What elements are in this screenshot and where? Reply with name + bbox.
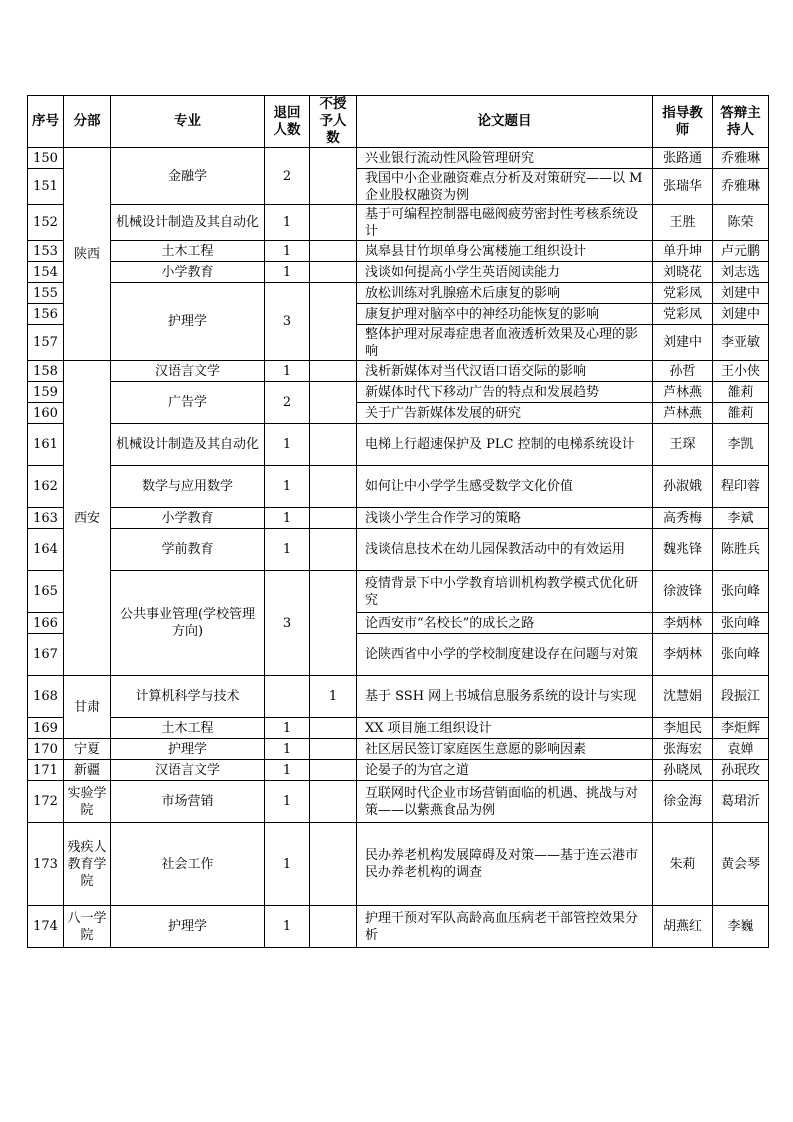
table-row — [28, 739, 769, 760]
row-no: 159 — [28, 382, 64, 403]
table-row — [28, 760, 769, 781]
branch-cell: 八一学院 — [64, 906, 111, 948]
table-row — [28, 781, 769, 823]
thesis-title: 兴业银行流动性风险管理研究 — [357, 148, 653, 169]
table-row — [28, 382, 769, 403]
row-no: 154 — [28, 262, 64, 283]
branch-cell: 甘肃 — [64, 676, 111, 739]
thesis-title: 疫情背景下中小学教育培训机构教学模式优化研究 — [357, 571, 653, 613]
row-no: 174 — [28, 906, 64, 948]
row-no: 173 — [28, 823, 64, 906]
table-row — [28, 508, 769, 529]
branch-cell: 西安 — [64, 361, 111, 676]
major-cell: 汉语言文学 — [111, 760, 265, 781]
advisor-cell: 高秀梅 — [653, 508, 713, 529]
not-granted-cell — [310, 529, 357, 571]
advisor-cell: 胡燕红 — [653, 906, 713, 948]
not-granted-cell — [310, 361, 357, 382]
returned-cell: 1 — [265, 739, 310, 760]
row-no: 166 — [28, 613, 64, 634]
major-cell: 计算机科学与技术 — [111, 676, 265, 718]
chair-cell: 陈荣 — [713, 205, 769, 241]
chair-cell: 葛珺沂 — [713, 781, 769, 823]
thesis-title: 关于广告新媒体发展的研究 — [357, 403, 653, 424]
not-granted-cell — [310, 508, 357, 529]
thesis-title: 护理干预对军队高龄高血压病老干部管控效果分析 — [357, 906, 653, 948]
major-cell: 护理学 — [111, 906, 265, 948]
not-granted-cell — [310, 382, 357, 424]
returned-cell: 3 — [265, 283, 310, 361]
header-major: 专业 — [111, 96, 265, 148]
thesis-title: 岚皋县甘竹坝单身公寓楼施工组织设计 — [357, 241, 653, 262]
branch-cell: 残疾人教育学院 — [64, 823, 111, 906]
advisor-cell: 张瑞华 — [653, 169, 713, 205]
branch-cell: 新疆 — [64, 760, 111, 781]
thesis-title: 浅析新媒体对当代汉语口语交际的影响 — [357, 361, 653, 382]
advisor-cell: 徐金海 — [653, 781, 713, 823]
advisor-cell: 李炳林 — [653, 613, 713, 634]
advisor-cell: 李旭民 — [653, 718, 713, 739]
returned-cell: 1 — [265, 466, 310, 508]
chair-cell: 李斌 — [713, 508, 769, 529]
thesis-title: 论陕西省中小学的学校制度建设存在问题与对策 — [357, 634, 653, 676]
major-cell: 护理学 — [111, 283, 265, 361]
returned-cell: 1 — [265, 823, 310, 906]
major-cell: 土木工程 — [111, 241, 265, 262]
table-row — [28, 529, 769, 571]
returned-cell: 1 — [265, 205, 310, 241]
chair-cell: 程印蓉 — [713, 466, 769, 508]
header-chair: 答辩主持人 — [713, 96, 769, 148]
thesis-title: 康复护理对脑卒中的神经功能恢复的影响 — [357, 304, 653, 325]
row-no: 171 — [28, 760, 64, 781]
chair-cell: 卢元鹏 — [713, 241, 769, 262]
major-cell: 机械设计制造及其自动化 — [111, 424, 265, 466]
thesis-title: 新媒体时代下移动广告的特点和发展趋势 — [357, 382, 653, 403]
chair-cell: 雒莉 — [713, 403, 769, 424]
chair-cell: 乔雅琳 — [713, 148, 769, 169]
row-no: 161 — [28, 424, 64, 466]
header-advisor: 指导教师 — [653, 96, 713, 148]
advisor-cell: 刘晓花 — [653, 262, 713, 283]
chair-cell: 王小侠 — [713, 361, 769, 382]
thesis-title: XX 项目施工组织设计 — [357, 718, 653, 739]
table-row — [28, 262, 769, 283]
row-no: 163 — [28, 508, 64, 529]
row-no: 165 — [28, 571, 64, 613]
major-cell: 学前教育 — [111, 529, 265, 571]
returned-cell: 1 — [265, 781, 310, 823]
major-cell: 社会工作 — [111, 823, 265, 906]
returned-cell: 1 — [265, 718, 310, 739]
major-cell: 广告学 — [111, 382, 265, 424]
table-row — [28, 466, 769, 508]
thesis-title: 民办养老机构发展障碍及对策——基于连云港市民办养老机构的调查 — [357, 823, 653, 906]
returned-cell: 1 — [265, 361, 310, 382]
advisor-cell: 张路通 — [653, 148, 713, 169]
advisor-cell: 张海宏 — [653, 739, 713, 760]
advisor-cell: 单升坤 — [653, 241, 713, 262]
chair-cell: 刘建中 — [713, 283, 769, 304]
advisor-cell: 李炳林 — [653, 634, 713, 676]
not-granted-cell — [310, 241, 357, 262]
row-no: 152 — [28, 205, 64, 241]
table-row — [28, 205, 769, 241]
advisor-cell: 沈慧娟 — [653, 676, 713, 718]
row-no: 151 — [28, 169, 64, 205]
row-no: 170 — [28, 739, 64, 760]
not-granted-cell — [310, 571, 357, 676]
returned-cell: 1 — [265, 529, 310, 571]
returned-cell: 1 — [265, 760, 310, 781]
chair-cell: 李炬辉 — [713, 718, 769, 739]
table-row — [28, 148, 769, 169]
chair-cell: 李凯 — [713, 424, 769, 466]
not-granted-cell — [310, 781, 357, 823]
thesis-title: 我国中小企业融资难点分析及对策研究——以 M 企业股权融资为例 — [357, 169, 653, 205]
advisor-cell: 孙哲 — [653, 361, 713, 382]
returned-cell: 1 — [265, 241, 310, 262]
major-cell: 小学教育 — [111, 508, 265, 529]
returned-cell — [265, 676, 310, 718]
row-no: 164 — [28, 529, 64, 571]
advisor-cell: 魏兆锋 — [653, 529, 713, 571]
major-cell: 金融学 — [111, 148, 265, 205]
row-no: 150 — [28, 148, 64, 169]
branch-cell: 实验学院 — [64, 781, 111, 823]
advisor-cell: 党彩凤 — [653, 304, 713, 325]
not-granted-cell — [310, 823, 357, 906]
header-title: 论文题目 — [357, 96, 653, 148]
not-granted-cell: 1 — [310, 676, 357, 718]
major-cell: 机械设计制造及其自动化 — [111, 205, 265, 241]
thesis-title: 论晏子的为官之道 — [357, 760, 653, 781]
advisor-cell: 刘建中 — [653, 325, 713, 361]
row-no: 169 — [28, 718, 64, 739]
major-cell: 数学与应用数学 — [111, 466, 265, 508]
chair-cell: 黄会琴 — [713, 823, 769, 906]
header-returned: 退回人数 — [265, 96, 310, 148]
chair-cell: 雒莉 — [713, 382, 769, 403]
row-no: 157 — [28, 325, 64, 361]
returned-cell: 3 — [265, 571, 310, 676]
thesis-title: 如何让中小学学生感受数学文化价值 — [357, 466, 653, 508]
thesis-title: 浅谈如何提高小学生英语阅读能力 — [357, 262, 653, 283]
advisor-cell: 孙淑娥 — [653, 466, 713, 508]
major-cell: 市场营销 — [111, 781, 265, 823]
header-branch: 分部 — [64, 96, 111, 148]
advisor-cell: 王琛 — [653, 424, 713, 466]
not-granted-cell — [310, 739, 357, 760]
chair-cell: 段振江 — [713, 676, 769, 718]
row-no: 162 — [28, 466, 64, 508]
major-cell: 汉语言文学 — [111, 361, 265, 382]
advisor-cell: 孙晓凤 — [653, 760, 713, 781]
returned-cell: 2 — [265, 148, 310, 205]
chair-cell: 李亚敏 — [713, 325, 769, 361]
advisor-cell: 朱莉 — [653, 823, 713, 906]
thesis-title: 电梯上行超速保护及 PLC 控制的电梯系统设计 — [357, 424, 653, 466]
not-granted-cell — [310, 760, 357, 781]
row-no: 153 — [28, 241, 64, 262]
advisor-cell: 党彩凤 — [653, 283, 713, 304]
row-no: 158 — [28, 361, 64, 382]
major-cell: 小学教育 — [111, 262, 265, 283]
branch-cell: 陕西 — [64, 148, 111, 361]
chair-cell: 张向峰 — [713, 634, 769, 676]
thesis-title: 浅谈信息技术在幼儿园保教活动中的有效运用 — [357, 529, 653, 571]
thesis-title: 浅谈小学生合作学习的策略 — [357, 508, 653, 529]
header-row — [28, 96, 769, 148]
table-row — [28, 361, 769, 382]
row-no: 172 — [28, 781, 64, 823]
table-row — [28, 571, 769, 613]
row-no: 155 — [28, 283, 64, 304]
returned-cell: 1 — [265, 906, 310, 948]
not-granted-cell — [310, 906, 357, 948]
chair-cell: 乔雅琳 — [713, 169, 769, 205]
not-granted-cell — [310, 424, 357, 466]
chair-cell: 张向峰 — [713, 571, 769, 613]
chair-cell: 李巍 — [713, 906, 769, 948]
returned-cell: 1 — [265, 424, 310, 466]
chair-cell: 袁婵 — [713, 739, 769, 760]
row-no: 168 — [28, 676, 64, 718]
returned-cell: 1 — [265, 508, 310, 529]
thesis-title: 基于 SSH 网上书城信息服务系统的设计与实现 — [357, 676, 653, 718]
not-granted-cell — [310, 466, 357, 508]
advisor-cell: 芦林燕 — [653, 403, 713, 424]
chair-cell: 张向峰 — [713, 613, 769, 634]
not-granted-cell — [310, 148, 357, 205]
thesis-title: 互联网时代企业市场营销面临的机遇、挑战与对策——以紫燕食品为例 — [357, 781, 653, 823]
returned-cell: 1 — [265, 262, 310, 283]
thesis-title: 整体护理对尿毒症患者血液透析效果及心理的影响 — [357, 325, 653, 361]
not-granted-cell — [310, 205, 357, 241]
row-no: 156 — [28, 304, 64, 325]
branch-cell: 宁夏 — [64, 739, 111, 760]
thesis-title: 论西安市“名校长”的成长之路 — [357, 613, 653, 634]
table-row — [28, 906, 769, 948]
not-granted-cell — [310, 718, 357, 739]
advisor-cell: 王胜 — [653, 205, 713, 241]
row-no: 160 — [28, 403, 64, 424]
major-cell: 公共事业管理(学校管理方向) — [111, 571, 265, 676]
header-not-granted: 不授予人数 — [310, 96, 357, 148]
thesis-title: 放松训练对乳腺癌术后康复的影响 — [357, 283, 653, 304]
thesis-title: 社区居民签订家庭医生意愿的影响因素 — [357, 739, 653, 760]
thesis-title: 基于可编程控制器电磁阀疲劳密封性考核系统设计 — [357, 205, 653, 241]
advisor-cell: 芦林燕 — [653, 382, 713, 403]
row-no: 167 — [28, 634, 64, 676]
not-granted-cell — [310, 283, 357, 361]
table-row — [28, 823, 769, 906]
returned-cell: 2 — [265, 382, 310, 424]
table-row — [28, 718, 769, 739]
chair-cell: 孙珉玫 — [713, 760, 769, 781]
table-row — [28, 241, 769, 262]
chair-cell: 陈胜兵 — [713, 529, 769, 571]
header-no: 序号 — [28, 96, 64, 148]
table-row — [28, 424, 769, 466]
chair-cell: 刘志选 — [713, 262, 769, 283]
major-cell: 土木工程 — [111, 718, 265, 739]
not-granted-cell — [310, 262, 357, 283]
table-row — [28, 283, 769, 304]
advisor-cell: 徐波锋 — [653, 571, 713, 613]
table-row — [28, 676, 769, 718]
chair-cell: 刘建中 — [713, 304, 769, 325]
major-cell: 护理学 — [111, 739, 265, 760]
thesis-table — [27, 95, 769, 948]
